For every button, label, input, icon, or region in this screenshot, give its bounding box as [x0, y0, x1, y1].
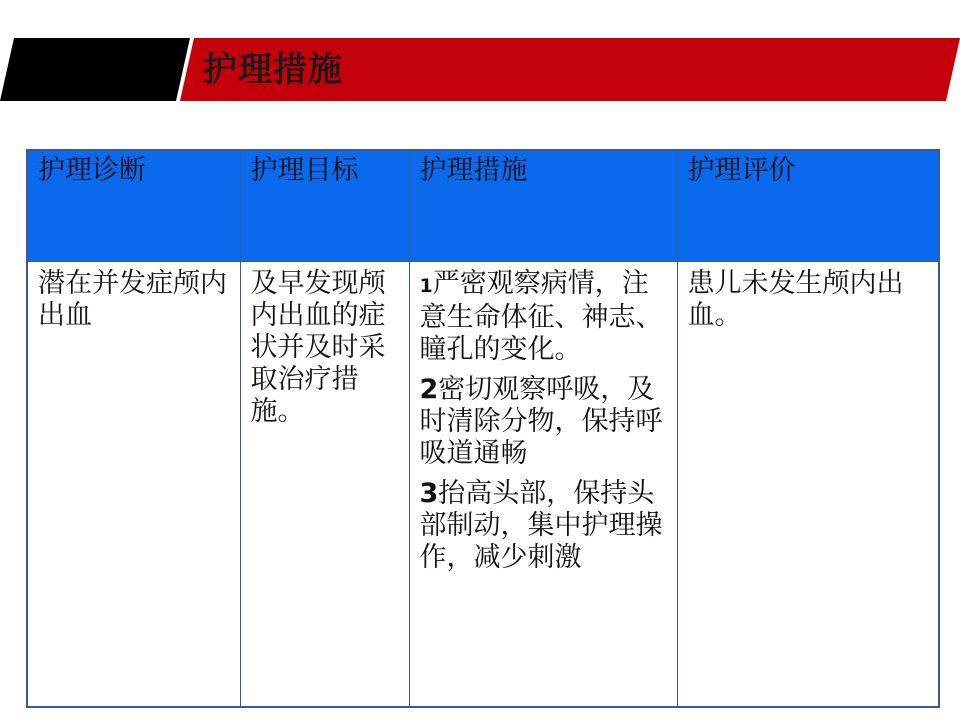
header-diagnosis: 护理诊断 [27, 150, 240, 262]
measure-number: 3 [419, 478, 439, 509]
measure-text: 抬高头部，保持头部制动，集中护理操作，减少刺激 [419, 478, 663, 573]
measure-item [420, 374, 669, 470]
header-measures: 护理措施 [409, 150, 677, 262]
header-goal: 护理目标 [240, 150, 409, 262]
header-evaluation: 护理评价 [677, 150, 939, 262]
measure-number: 1 [419, 275, 433, 297]
measure-item [420, 268, 669, 366]
slide-title: 护理措施 [203, 50, 343, 90]
measure-text: 严密观察病情，注意生命体征、神志、瞳孔的变化。 [419, 268, 663, 365]
measure-item [420, 478, 669, 574]
nursing-care-table [26, 149, 940, 708]
measure-text: 密切观察呼吸，及时清除分物，保持呼吸道通畅 [419, 374, 663, 469]
measure-number: 2 [419, 374, 439, 405]
cell-goal: 及早发现颅内出血的症状并及时采取治疗措施。 [240, 262, 409, 708]
table-row [27, 262, 939, 708]
table-header-row [27, 150, 939, 262]
title-banner-black [0, 38, 190, 101]
cell-diagnosis: 潜在并发症颅内出血 [27, 262, 240, 708]
cell-evaluation: 患儿未发生颅内出血。 [677, 262, 939, 708]
cell-measures [409, 262, 677, 708]
